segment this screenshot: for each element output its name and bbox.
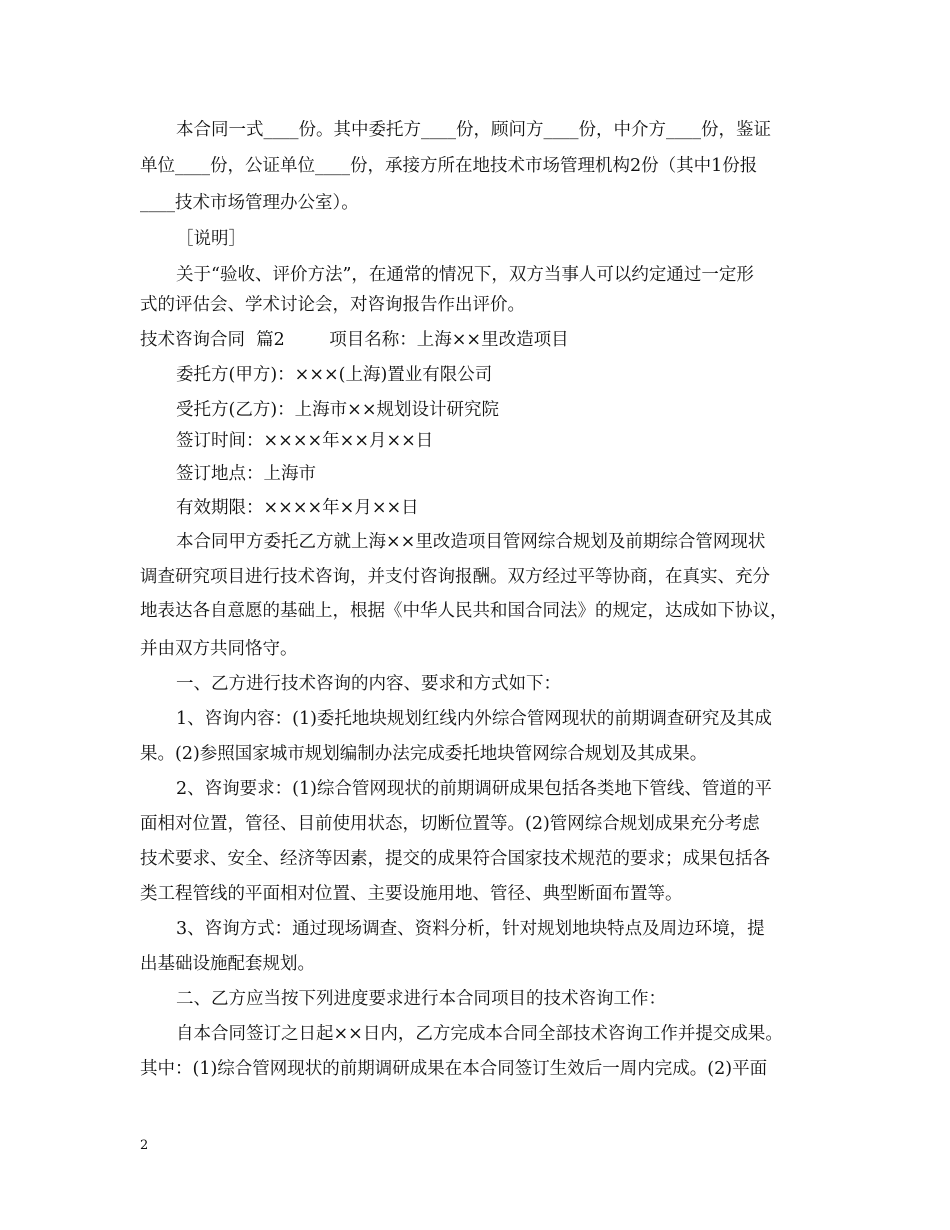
text-line: 单位____份，公证单位____份，承接方所在地技术市场管理机构2份（其中1份报 — [140, 156, 758, 176]
text-line: 有效期限：××××年×月××日 — [176, 498, 419, 518]
text-line: ［说明］ — [176, 229, 246, 249]
text-line: 本合同甲方委托乙方就上海××里改造项目管网综合规划及前期综合管网现状 — [176, 532, 766, 552]
text-line: 1、咨询内容：(1)委托地块规划红线内外综合管网现状的前期调查研究及其成 — [176, 709, 772, 729]
text-line: 出基础设施配套规划。 — [140, 954, 315, 974]
text-line: 二、乙方应当按下列进度要求进行本合同项目的技术咨询工作： — [176, 989, 666, 1009]
text-line: 类工程管线的平面相对位置、主要设施用地、管径、典型断面布置等。 — [140, 884, 683, 904]
text-line: 面相对位置，管径、目前使用状态，切断位置等。(2)管网综合规划成果充分考虑 — [140, 814, 760, 834]
text-line: 受托方(乙方)：上海市××规划设计研究院 — [176, 400, 499, 420]
section-heading: 技术咨询合同 篇2 项目名称：上海××里改造项目 — [140, 330, 569, 350]
text-line: 签订时间：××××年××月××日 — [176, 431, 434, 451]
text-line: 地表达各自意愿的基础上，根据《中华人民共和国合同法》的规定，达成如下协议， — [140, 601, 788, 621]
text-line: 3、咨询方式：通过现场调查、资料分析，针对规划地块特点及周边环境，提 — [176, 919, 765, 939]
text-line: 调查研究项目进行技术咨询，并支付咨询报酬。双方经过平等协商，在真实、充分 — [140, 567, 770, 587]
text-line: 技术要求、安全、经济等因素，提交的成果符合国家技术规范的要求；成果包括各 — [140, 849, 770, 869]
page-number: 2 — [140, 1138, 149, 1153]
text-line: 其中：(1)综合管网现状的前期调研成果在本合同签订生效后一周内完成。(2)平面 — [140, 1059, 768, 1079]
text-line: 2、咨询要求：(1)综合管网现状的前期调研成果包括各类地下管线、管道的平 — [176, 779, 772, 799]
text-line: ____技术市场管理办公室）。 — [140, 193, 359, 213]
text-line: 本合同一式____份。其中委托方____份，顾问方____份，中介方____份，鉴证 — [176, 120, 771, 140]
text-line: 果。(2)参照国家城市规划编制办法完成委托地块管网综合规划及其成果。 — [140, 744, 708, 764]
text-line: 式的评估会、学术讨论会，对咨询报告作出评价。 — [140, 295, 525, 315]
text-line: 签订地点：上海市 — [176, 464, 316, 484]
text-line: 关于“验收、评价方法”，在通常的情况下，双方当事人可以约定通过一定形 — [176, 265, 754, 285]
text-line: 自本合同签订之日起××日内，乙方完成本合同全部技术咨询工作并提交成果。 — [176, 1024, 783, 1044]
text-line: 并由双方共同恪守。 — [140, 639, 298, 659]
text-line: 委托方(甲方)：×××(上海)置业有限公司 — [176, 365, 493, 385]
text-line: 一、乙方进行技术咨询的内容、要求和方式如下： — [176, 674, 561, 694]
